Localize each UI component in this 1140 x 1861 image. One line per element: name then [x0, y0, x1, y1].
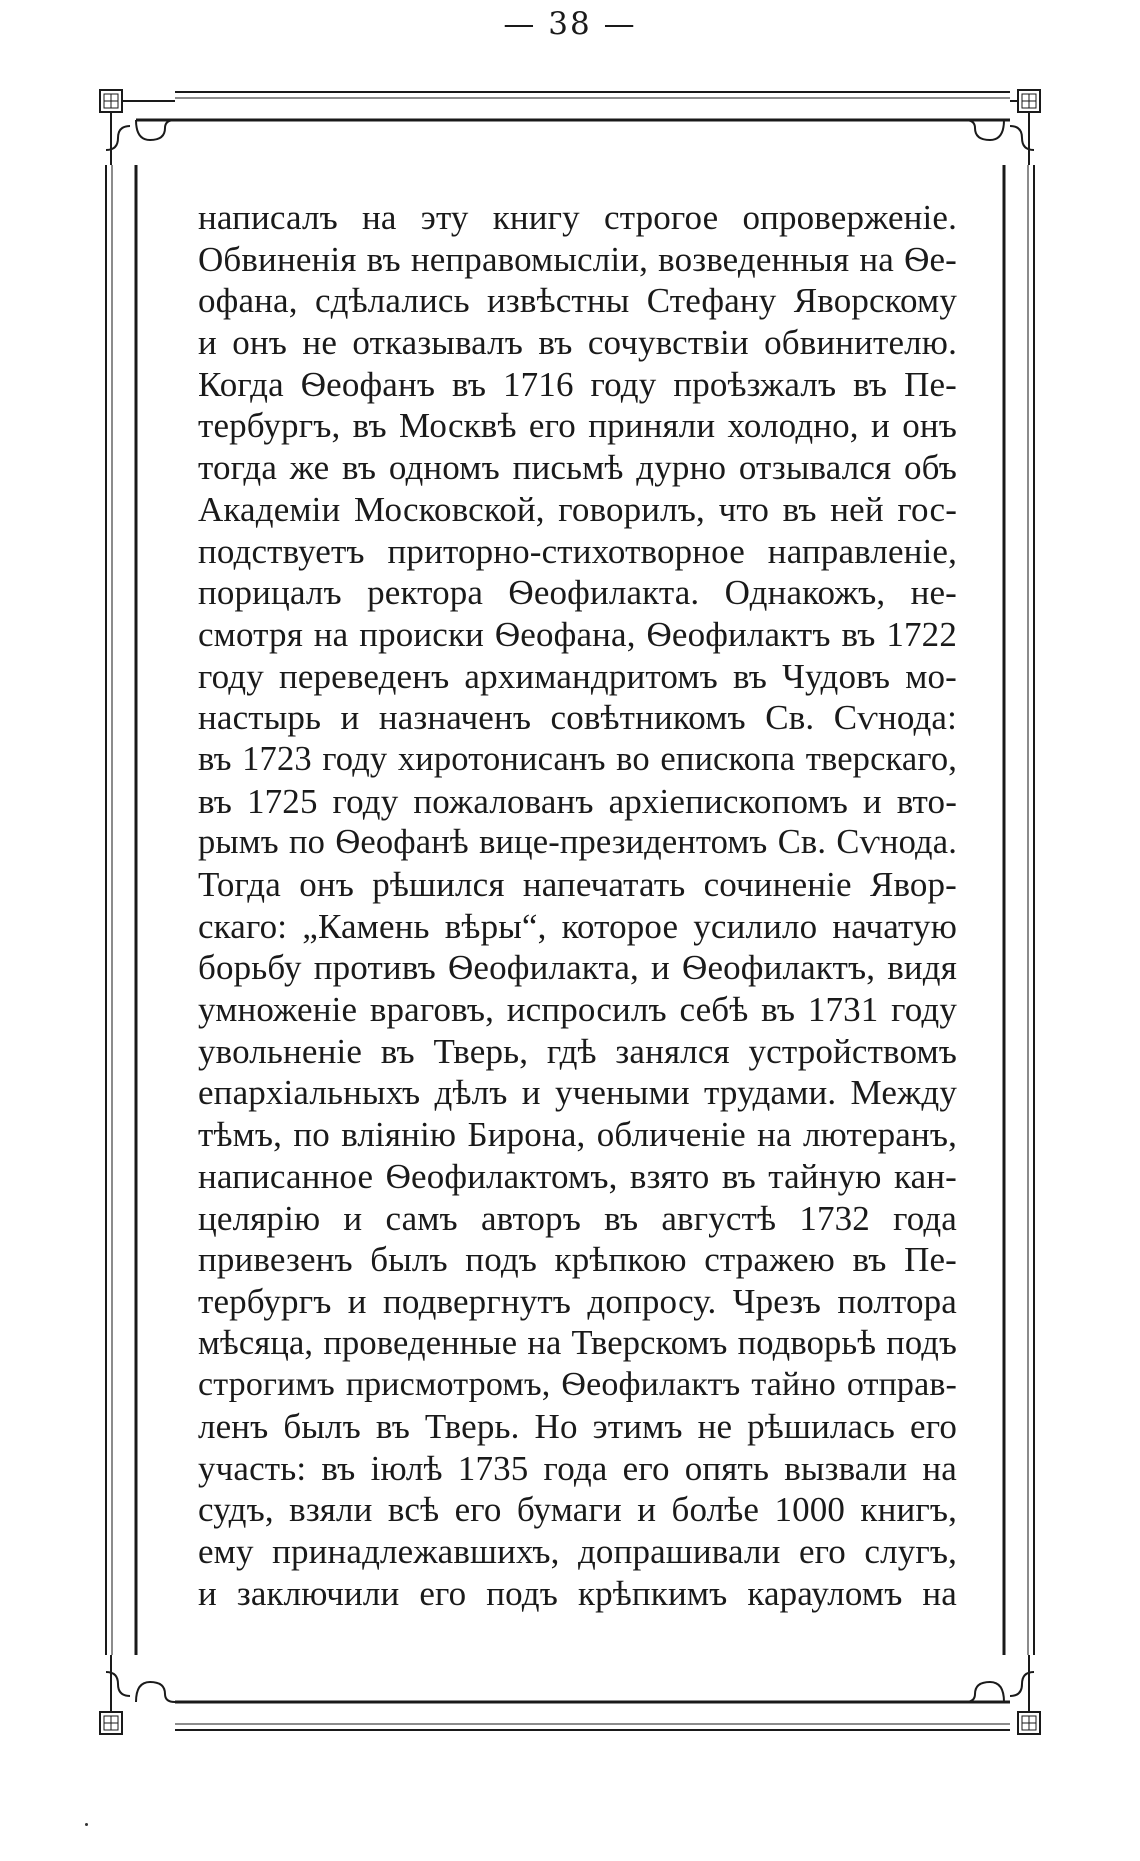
text-line: борьбу противъ Ѳеофилакта, и Ѳеофилактъ, видя — [198, 948, 957, 988]
text-line: увольненіе въ Тверь, гдѣ занялся устройствомъ — [198, 1031, 957, 1071]
text-line: офана, сдѣлались извѣстны Стефану Яворскому — [198, 281, 957, 321]
text-line: тогда же въ одномъ письмѣ дурно отзывался объ — [198, 448, 957, 488]
text-line: епархіальныхъ дѣлъ и учеными трудами. Между — [198, 1073, 957, 1113]
text-line: привезенъ былъ подъ крѣпкою стражею въ Пе- — [198, 1240, 957, 1280]
text-line: Академіи Московской, говорилъ, что въ ней гос- — [198, 489, 957, 529]
text-line: въ 1725 году пожалованъ архіепископомъ и вто- — [198, 781, 957, 821]
text-line: и заключили его подъ крѣпкимъ карауломъ на — [198, 1573, 957, 1613]
text-line: тербургъ и подвергнутъ допросу. Чрезъ полтора — [198, 1281, 957, 1321]
print-speck — [85, 1823, 88, 1826]
text-line: и онъ не отказывалъ въ сочувствіи обвинителю. — [198, 323, 957, 363]
text-line: мѣсяца, проведенные на Тверскомъ подворьѣ подъ — [198, 1323, 957, 1362]
body-text — [198, 197, 957, 1614]
text-line: ленъ былъ въ Тверь. Но этимъ не рѣшилась его — [198, 1406, 957, 1446]
text-line: Тогда онъ рѣшился напечатать сочиненіе Явор- — [198, 865, 957, 904]
corner-ornament-top-right — [965, 90, 1040, 165]
text-line: скаго: „Камень вѣры“, которое усилило начатую — [198, 906, 957, 946]
text-line: написалъ на эту книгу строгое опроверженіе. — [198, 198, 957, 237]
text-line: участь: въ іюлѣ 1735 года его опять вызвали на — [198, 1448, 957, 1488]
text-line: подствуетъ приторно-стихотворное направленіе, — [198, 531, 957, 571]
text-line: судъ, взяли всѣ его бумаги и болѣе 1000 книгъ, — [198, 1490, 957, 1530]
text-line: умноженіе враговъ, испросилъ себѣ въ 1731 году — [198, 990, 957, 1030]
text-line: рымъ по Ѳеофанѣ вице-президентомъ Св. Сѵнода. — [198, 823, 957, 862]
corner-ornament-bottom-left — [100, 1655, 175, 1734]
corner-ornament-bottom-right — [965, 1655, 1040, 1734]
page-number: — 38 — — [503, 6, 637, 42]
text-line: строгимъ присмотромъ, Ѳеофилактъ тайно отправ- — [198, 1366, 957, 1404]
text-line: порицалъ ректора Ѳеофилакта. Однакожъ, не- — [198, 573, 957, 613]
text-line: въ 1723 году хиротонисанъ во епископа тверскаго, — [198, 739, 957, 778]
text-line: тербургъ, въ Москвѣ его приняли холодно, и онъ — [198, 406, 957, 446]
text-line: смотря на происки Ѳеофана, Ѳеофилактъ въ 1722 — [198, 614, 957, 654]
text-line: тѣмъ, по вліянію Бирона, обличеніе на лютеранъ, — [198, 1115, 957, 1155]
text-line: Когда Ѳеофанъ въ 1716 году проѣзжалъ въ Пе- — [198, 364, 957, 404]
text-line: целярію и самъ авторъ въ августѣ 1732 года — [198, 1198, 957, 1238]
text-line: ему принадлежавшихъ, допрашивали его слугъ, — [198, 1532, 957, 1571]
text-line: настырь и назначенъ совѣтникомъ Св. Сѵнода: — [198, 698, 957, 738]
text-line: Обвиненія въ неправомысліи, возведенныя на Ѳе- — [198, 239, 957, 279]
text-line: году переведенъ архимандритомъ въ Чудовъ мо- — [198, 656, 957, 696]
text-line: написанное Ѳеофилактомъ, взято въ тайную кан- — [198, 1156, 957, 1196]
corner-ornament-top-left — [100, 90, 175, 165]
